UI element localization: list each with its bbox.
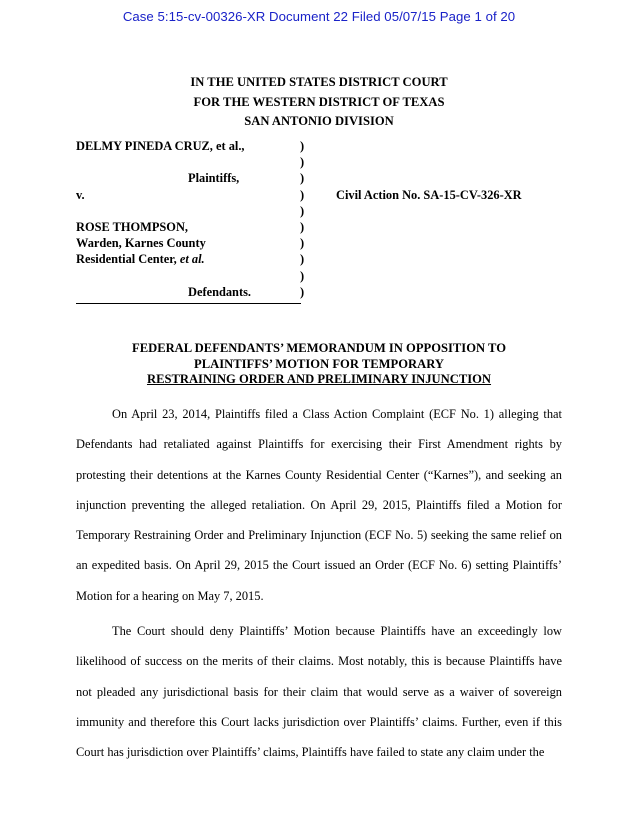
defendant-facility-text: Residential Center,	[76, 252, 180, 267]
caption-paren: )	[300, 236, 305, 251]
caption-paren: )	[300, 139, 305, 153]
defendant-etal: et al.	[179, 252, 205, 267]
court-line-1: IN THE UNITED STATES DISTRICT COURT	[190, 75, 448, 89]
caption-paren: )	[300, 171, 305, 186]
caption-row	[76, 138, 576, 154]
defendant-name: ROSE THOMPSON,	[76, 219, 188, 234]
court-heading	[0, 73, 638, 132]
body-paragraph-2: The Court should deny Plaintiffs’ Motion because Plaintiffs have an exceedingly low likelihood of success on the merits of their claims. Most notably, this is because Plaintiffs have not pleaded any jurisdictional basis for their claim that would serve as a waiver of sovereign immunity and therefore this Court lacks jurisdiction over Plaintiffs’ claims. Further, even if this Court has jurisdiction over Plaintiffs’ claims, Plaintiffs have failed to state any claim under the	[76, 624, 562, 760]
court-line-2: FOR THE WESTERN DISTRICT OF TEXAS	[193, 94, 445, 109]
caption-divider	[76, 303, 301, 304]
caption-paren: )	[300, 203, 305, 218]
case-header-stamp: Case 5:15-cv-00326-XR Document 22 Filed 05/07/15 Page 1 of 20	[122, 9, 516, 24]
caption-row	[76, 187, 576, 203]
caption-row	[76, 203, 576, 219]
memo-title-line-1: FEDERAL DEFENDANTS’ MEMORANDUM IN OPPOSITION TO	[132, 341, 506, 355]
memorandum-body	[76, 399, 562, 773]
defendants-label: Defendants.	[188, 284, 251, 299]
defendant-facility	[76, 251, 205, 267]
memo-title-line-3: RESTRAINING ORDER AND PRELIMINARY INJUNCTION	[146, 372, 492, 386]
caption-row	[76, 284, 576, 300]
memorandum-title	[0, 341, 638, 388]
plaintiffs-label: Plaintiffs,	[188, 171, 240, 186]
caption-paren: )	[300, 187, 305, 202]
caption-row	[76, 170, 576, 186]
caption-paren: )	[300, 268, 305, 283]
caption-row	[76, 235, 576, 251]
defendant-title: Warden, Karnes County	[76, 236, 206, 251]
caption-row	[76, 251, 576, 267]
caption-row	[76, 268, 576, 284]
caption-row	[76, 154, 576, 170]
civil-action-number: Civil Action No. SA-15-CV-326-XR	[336, 187, 522, 202]
memo-title-line-2: PLAINTIFFS’ MOTION FOR TEMPORARY	[194, 356, 444, 371]
caption-paren: )	[300, 155, 305, 170]
caption-paren: )	[300, 284, 305, 299]
body-paragraph-1: On April 23, 2014, Plaintiffs filed a Class Action Complaint (ECF No. 1) alleging that Defendants had retaliated against Plaintiffs for exercising their First Amendment rights by protesting their detentions at the Karnes County Residential Center (“Karnes”), and seeking an injunction preventing the alleged retaliation. On April 29, 2015, Plaintiffs filed a Motion for Temporary Restraining Order and Preliminary Injunction (ECF No. 5) seeking the same relief on an expedited basis. On April 29, 2015 the Court issued an Order (ECF No. 6) setting Plaintiffs’ Motion for a hearing on May 7, 2015.	[76, 407, 562, 603]
plaintiff-name: DELMY PINEDA CRUZ, et al.,	[76, 139, 245, 153]
caption-paren: )	[300, 219, 305, 234]
court-line-3: SAN ANTONIO DIVISION	[244, 114, 394, 128]
caption-paren: )	[300, 252, 305, 267]
case-caption	[76, 138, 576, 300]
caption-row	[76, 219, 576, 235]
versus-label: v.	[76, 187, 85, 202]
